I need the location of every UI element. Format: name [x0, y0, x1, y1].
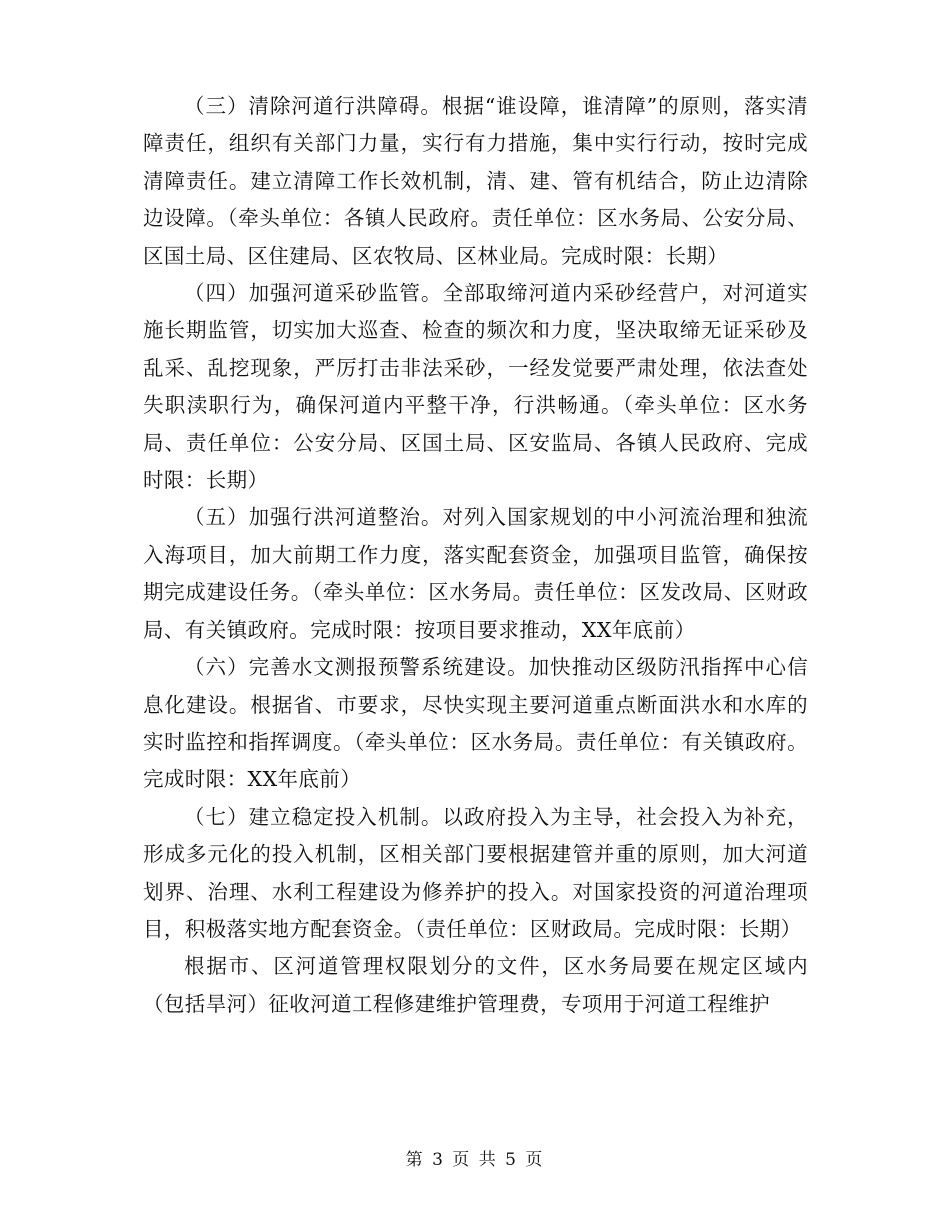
page-number-footer: 第 3 页 共 5 页 — [405, 1150, 545, 1170]
paragraph-closing: 根据市、区河道管理权限划分的文件，区水务局要在规定区域内（包括旱河）征收河道工程修建维护管理费，专项用于河道工程维护 — [143, 954, 808, 1016]
paragraph-section-3: （三）清除河道行洪障碍。根据“谁设障，谁清障”的原则，落实清障责任，组织有关部门力量，实行有力措施，集中实行行动，按时完成清障责任。建立清障工作长效机制，清、建、管有机结合，防止边清除边设障。（牵头单位：各镇人民政府。责任单位：区水务局、公安分局、区国土局、区住建局、区农牧局、区林业局。完成时限：长期） — [143, 94, 808, 268]
paragraph-section-7: （七）建立稳定投入机制。以政府投入为主导，社会投入为补充，形成多元化的投入机制，区相关部门要根据建管并重的原则，加大河道划界、治理、水利工程建设为修养护的投入。对国家投资的河道治理项目，积极落实地方配套资金。（责任单位：区财政局。完成时限：长期） — [143, 804, 808, 941]
document-body — [143, 88, 808, 1023]
paragraph-section-4: （四）加强河道采砂监管。全部取缔河道内采砂经营户，对河道实施长期监管，切实加大巡查、检查的频次和力度，坚决取缔无证采砂及乱采、乱挖现象，严厉打击非法采砂，一经发觉要严肃处理，依法查处失职渎职行为，确保河道内平整干净，行洪畅通。（牵头单位：区水务局、责任单位：公安分局、区国土局、区安监局、各镇人民政府、完成时限：长期） — [143, 281, 808, 493]
paragraph-section-6: （六）完善水文测报预警系统建设。加快推动区级防汛指挥中心信息化建设。根据省、市要求，尽快实现主要河道重点断面洪水和水库的实时监控和指挥调度。（牵头单位：区水务局。责任单位：有关镇政府。完成时限：XX年底前） — [143, 655, 808, 792]
paragraph-section-5: （五）加强行洪河道整治。对列入国家规划的中小河流治理和独流入海项目，加大前期工作力度，落实配套资金，加强项目监管，确保按期完成建设任务。（牵头单位：区水务局。责任单位：区发改局、区财政局、有关镇政府。完成时限：按项目要求推动，XX年底前） — [143, 505, 808, 642]
